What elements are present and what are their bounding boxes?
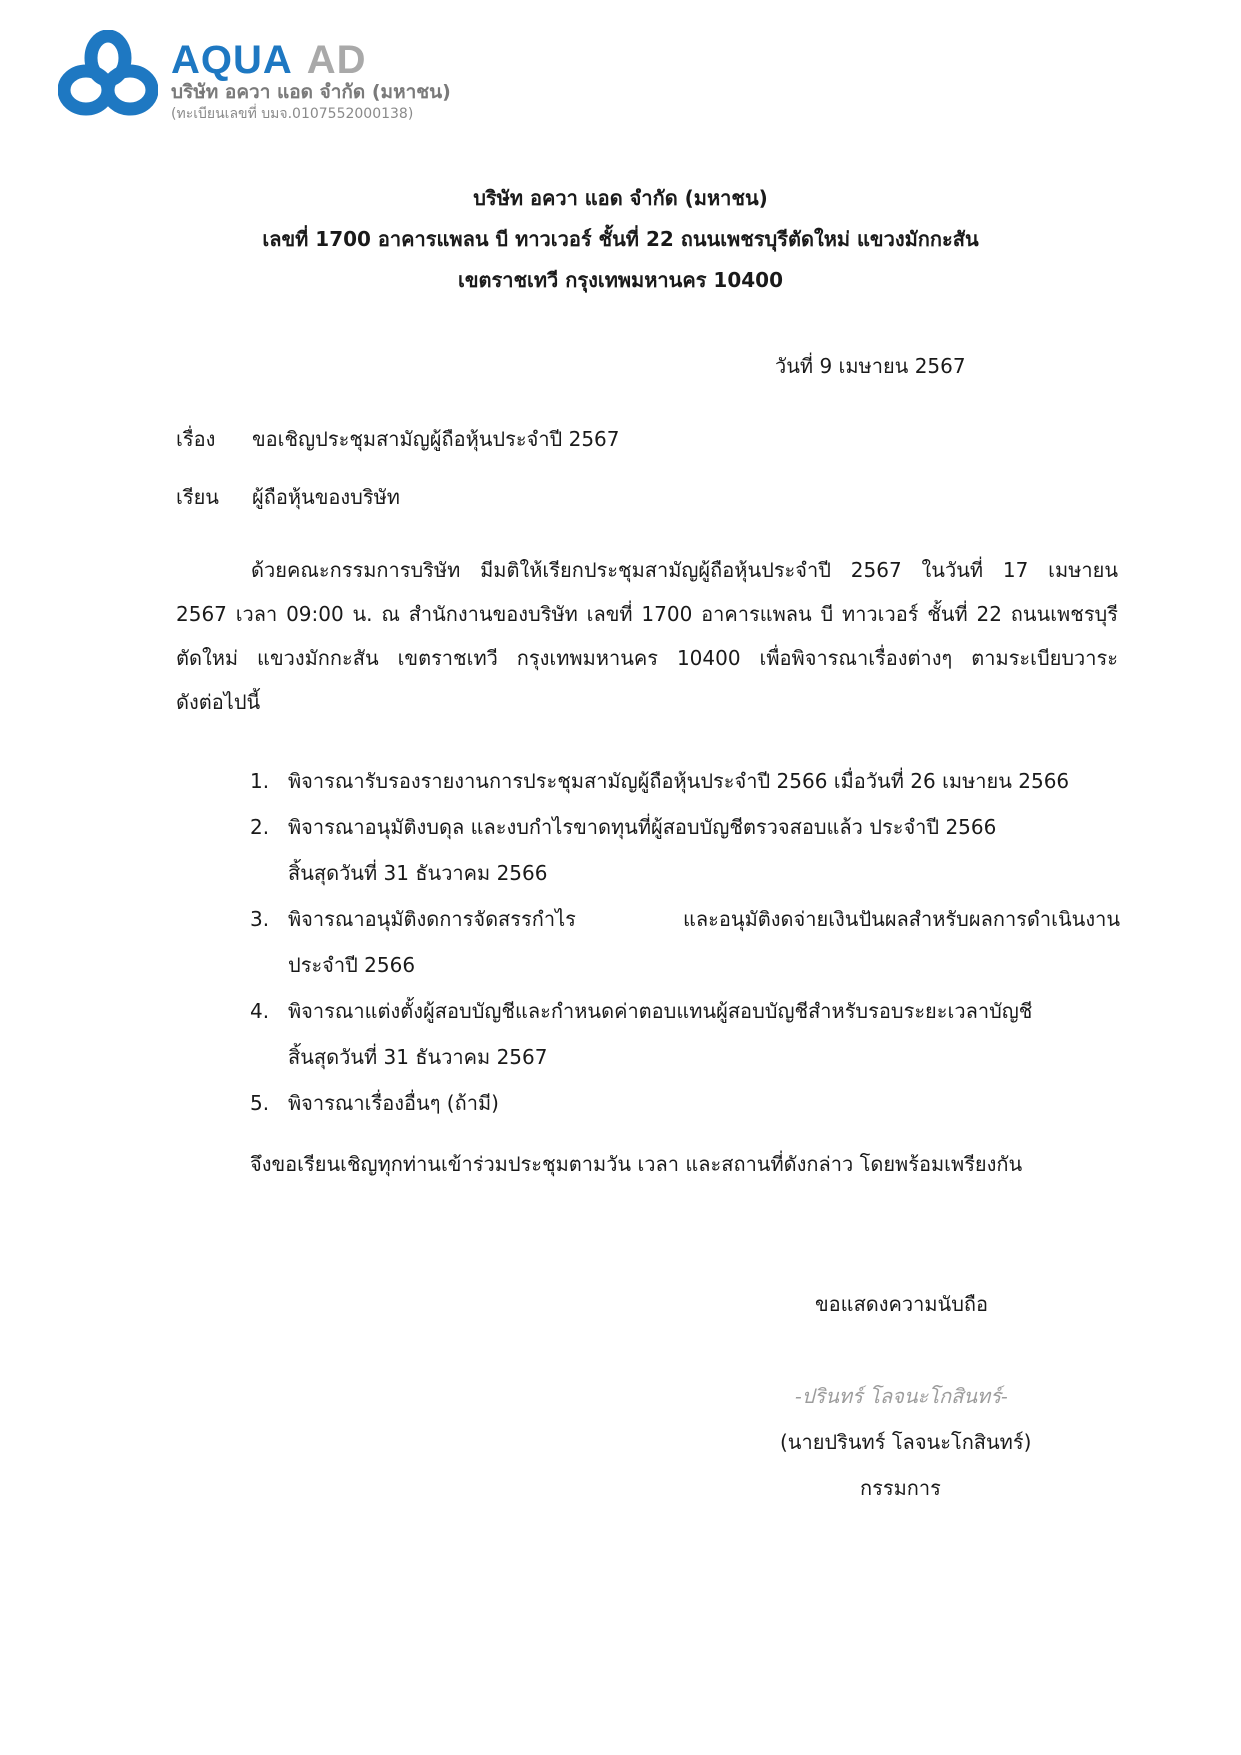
logo-company-thai: บริษัท อควา แอด จำกัด (มหาชน) (171, 81, 451, 103)
logo-brand-secondary: AD (306, 38, 367, 82)
agenda-number: 5. (250, 1091, 270, 1115)
complimentary-close: ขอแสดงความนับถือ (815, 1292, 989, 1316)
subject-line (176, 425, 620, 453)
letter-date: วันที่ 9 เมษายน 2567 (775, 354, 966, 378)
agenda-list (250, 758, 1120, 1126)
agenda-text: สิ้นสุดวันที่ 31 ธันวาคม 2566 (288, 861, 548, 885)
closing-paragraph: จึงขอเรียนเชิญทุกท่านเข้าร่วมประชุมตามวัน เวลา และสถานที่ดังกล่าว โดยพร้อมเพรียงกัน (250, 1152, 1023, 1176)
agenda-number: 4. (250, 999, 270, 1023)
header-address-line2: เขตราชเทวี กรุงเทพมหานคร 10400 (457, 268, 783, 292)
body-line: ตัดใหม่ แขวงมักกะสัน เขตราชเทวี กรุงเทพมหานคร 10400 เพื่อพิจารณาเรื่องต่างๆ ตามระเบียบวาระ (176, 646, 1118, 670)
aqua-ad-trefoil-logo-icon (58, 30, 158, 120)
agenda-text: พิจารณาแต่งตั้งผู้สอบบัญชีและกำหนดค่าตอบแทนผู้สอบบัญชีสำหรับรอบระยะเวลาบัญชี (288, 999, 1033, 1023)
agenda-text: สิ้นสุดวันที่ 31 ธันวาคม 2567 (288, 1045, 548, 1069)
agenda-item (250, 804, 1120, 896)
agenda-text: ประจำปี 2566 (288, 953, 416, 977)
agenda-text: พิจารณารับรองรายงานการประชุมสามัญผู้ถือหุ้นประจำปี 2566 เมื่อวันที่ 26 เมษายน 2566 (288, 769, 1070, 793)
agenda-text: พิจารณาเรื่องอื่นๆ (ถ้ามี) (288, 1091, 499, 1115)
agenda-text: พิจารณาอนุมัติงดการจัดสรรกำไร และอนุมัติงดจ่ายเงินปันผลสำหรับผลการดำเนินงาน (288, 907, 1120, 931)
signer-name: (นายปรินทร์ โลจนะโกสินทร์) (780, 1430, 1032, 1454)
body-paragraph (176, 548, 1118, 724)
recipient-line (176, 483, 400, 511)
logo-registration: (ทะเบียนเลขที่ บมจ.0107552000138) (171, 106, 414, 122)
signature: -ปรินทร์ โลจนะโกสินทร์- (795, 1384, 1008, 1408)
agenda-number: 1. (250, 769, 270, 793)
agenda-item (250, 988, 1120, 1080)
company-logo (58, 30, 538, 130)
body-line: 2567 เวลา 09:00 น. ณ สำนักงานของบริษัท เลขที่ 1700 อาคารแพลน บี ทาวเวอร์ ชั้นที่ 22 ถนนเพชรบุรี (176, 602, 1118, 626)
recipient-value: ผู้ถือหุ้นของบริษัท (252, 485, 400, 509)
signer-position: กรรมการ (860, 1476, 941, 1500)
logo-wordmark (171, 40, 367, 80)
agenda-item (250, 896, 1120, 988)
agenda-item (250, 758, 1120, 804)
subject-value: ขอเชิญประชุมสามัญผู้ถือหุ้นประจำปี 2567 (252, 427, 620, 451)
agenda-number: 2. (250, 815, 270, 839)
recipient-label: เรียน (176, 485, 219, 509)
letterhead (0, 178, 1241, 301)
body-line: ด้วยคณะกรรมการบริษัท มีมติให้เรียกประชุมสามัญผู้ถือหุ้นประจำปี 2567 ในวันที่ 17 เมษายน (251, 558, 1118, 582)
agenda-item (250, 1080, 1120, 1126)
logo-brand-primary: AQUA (171, 38, 293, 82)
agenda-number: 3. (250, 907, 270, 931)
header-company: บริษัท อควา แอด จำกัด (มหาชน) (473, 186, 768, 210)
header-address-line1: เลขที่ 1700 อาคารแพลน บี ทาวเวอร์ ชั้นที่ 22 ถนนเพชรบุรีตัดใหม่ แขวงมักกะสัน (262, 227, 979, 251)
agenda-text: พิจารณาอนุมัติงบดุล และงบกำไรขาดทุนที่ผู้สอบบัญชีตรวจสอบแล้ว ประจำปี 2566 (288, 815, 997, 839)
subject-label: เรื่อง (176, 427, 216, 451)
body-line: ดังต่อไปนี้ (176, 690, 261, 714)
